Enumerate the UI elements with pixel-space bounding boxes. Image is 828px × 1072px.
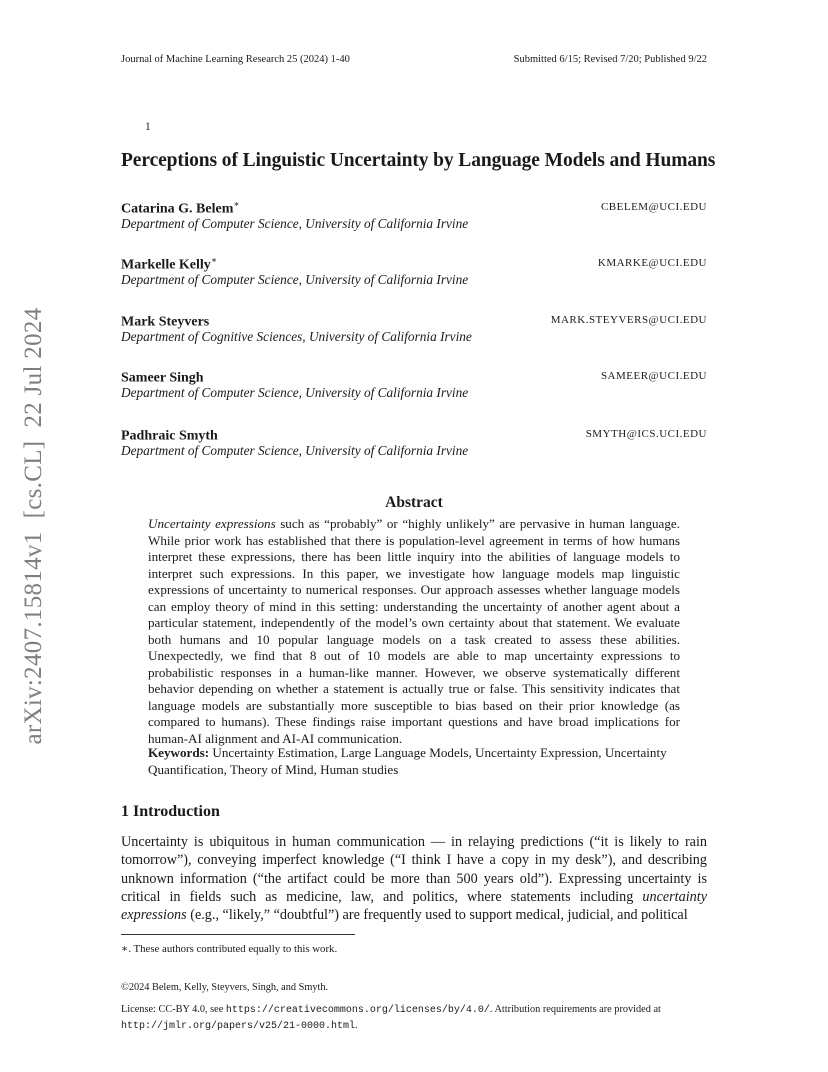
author-name: Markelle Kelly [121,257,211,273]
author-affiliation: Department of Computer Science, University of California Irvine [121,216,469,231]
license-suffix: . [355,1020,358,1031]
footnote-divider [121,934,355,935]
submission-dates: Submitted 6/15; Revised 7/20; Published 9/22 [513,54,707,65]
license-prefix: License: CC-BY 4.0, see [121,1004,226,1015]
keywords-label: Keywords: [148,745,210,760]
author-email[interactable]: SMYTH@ICS.UCI.EDU [585,428,707,440]
abstract-text [148,516,680,747]
author-name: Mark Steyvers [121,314,210,330]
author-email[interactable]: KMARKE@UCI.EDU [597,257,707,269]
section-heading-introduction: 1 Introduction [121,803,220,820]
abstract-heading: Abstract [385,494,443,511]
page-number: 1 [145,121,151,133]
author-affiliation: Department of Computer Science, University of California Irvine [121,272,469,287]
equal-contribution-mark: ∗ [233,199,240,209]
author-email[interactable]: MARK.STEYVERS@UCI.EDU [550,314,707,326]
author-name: Sameer Singh [121,370,204,386]
license-middle: . Attribution requirements are provided at [489,1004,661,1015]
author-email[interactable]: SAMEER@UCI.EDU [600,370,707,382]
footnote: ∗. These authors contributed equally to this work. [121,943,338,955]
intro-text-end: (e.g., “likely,” “doubtful”) are frequently used to support medical, judicial, and political [186,907,688,924]
author-name: Catarina G. Belem [121,201,234,217]
intro-text-start: Uncertainty is ubiquitous in human communication — in relaying predictions (“it is likely to rain tomorrow”), conveying imperfect knowledge (“I think I have a copy in my desk”), and describing unknown information (“the artifact could be more than 500 years old”). Expressing uncertainty is critical in fields such as medicine, law, and politics, where statements including [121,834,707,905]
arxiv-identifier[interactable]: arXiv:2407.15814v1 [cs.CL] 22 Jul 2024 [20,307,47,745]
license-url-link[interactable]: https://creativecommons.org/licenses/by/4.0/ [225,1005,490,1016]
author-name: Padhraic Smyth [121,428,218,444]
author-affiliation: Department of Computer Science, University of California Irvine [121,443,469,458]
keywords-list: Uncertainty Estimation, Large Language Models, Uncertainty Expression, Uncertainty Quantification, Theory of Mind, Human studies [148,745,667,777]
keywords [148,745,680,778]
equal-contribution-mark: ∗ [210,255,217,265]
license-notice [121,1002,711,1034]
abstract-lead-term: Uncertainty expressions [148,516,276,531]
introduction-paragraph [121,833,707,924]
copyright-notice: ©2024 Belem, Kelly, Steyvers, Singh, and Smyth. [121,982,329,993]
author-affiliation: Department of Computer Science, University of California Irvine [121,385,469,400]
paper-url-link[interactable]: http://jmlr.org/papers/v25/21-0000.html [121,1021,356,1032]
intro-italic-term: uncertainty expressions [121,888,707,924]
author-affiliation: Department of Cognitive Sciences, University of California Irvine [121,329,472,344]
paper-title: Perceptions of Linguistic Uncertainty by Language Models and Humans [121,150,716,171]
abstract-body: such as “probably” or “highly unlikely” are pervasive in human language. While prior work has established that there is population-level agreement in terms of how humans interpret these expressions, there has been little inquiry into the abilities of language models to interpret such expressions. In this paper, we investigate how language models map linguistic expressions of uncertainty to numerical responses. Our approach assesses whether language models can employ theory of mind in this setting: understanding the uncertainty of another agent about a particular statement, independently of the model’s own certainty about that statement. We evaluate both humans and 10 popular language models on a task created to assess these abilities. Unexpectedly, we find that 8 out of 10 models are able to map uncertainty expressions to probabilistic responses in a human-like manner. However, we observe systematically different behavior depending on whether a statement is actually true or false. This sensitivity indicates that language models are substantially more susceptible to bias based on their prior knowledge (as compared to humans). These findings raise important questions and have broad implications for human-AI alignment and AI-AI communication. [148,516,680,746]
journal-header: Journal of Machine Learning Research 25 (2024) 1-40 [121,54,350,65]
author-email[interactable]: CBELEM@UCI.EDU [600,201,707,213]
